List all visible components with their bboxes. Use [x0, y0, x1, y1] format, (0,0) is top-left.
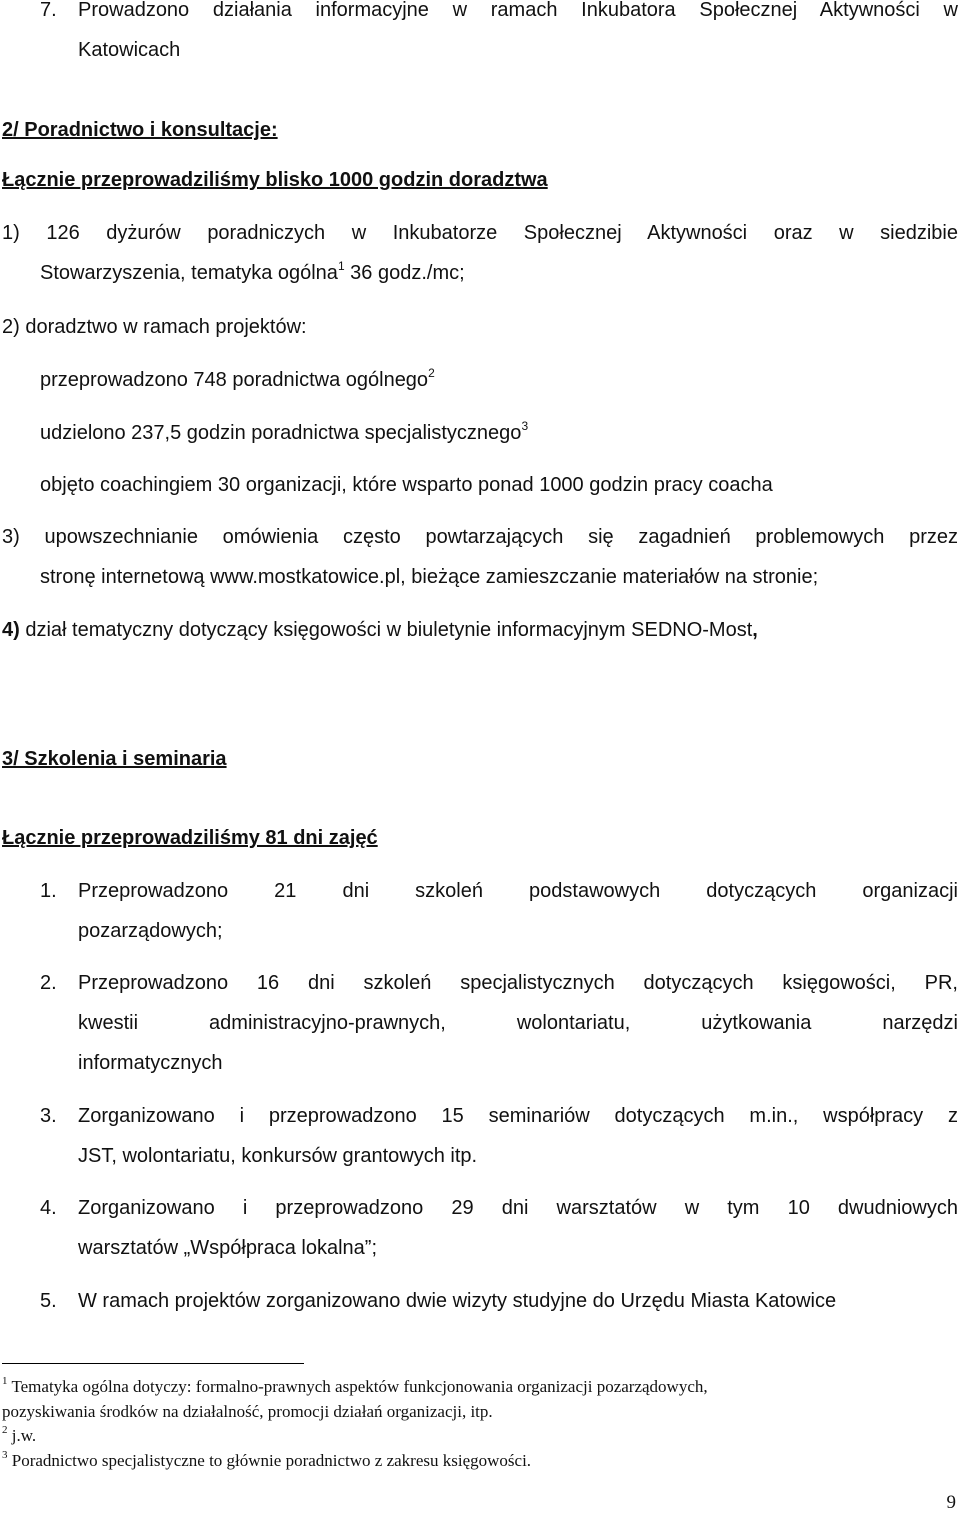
list-item-1-line2: pozarządowych;	[78, 920, 223, 942]
section-2-point-2: 2) doradztwo w ramach projektów:	[2, 316, 307, 338]
list-item-4-number: 4.	[40, 1197, 57, 1219]
section-2-point-3-line2: stronę internetową www.mostkatowice.pl, bieżące zamieszczanie materiałów na stronie;	[40, 566, 819, 588]
footnote-ref-2: 2	[428, 366, 435, 381]
footnote-1-line1: $^1$ Tematyka ogólna dotyczy: formalno-prawnych aspektów funkcjonowania organizacji pozarządowych,	[2, 1375, 708, 1396]
list-item-1-number: 1.	[40, 880, 57, 902]
footnote-3: $^3$ Poradnictwo specjalistyczne to głównie poradnictwo z zakresu księgowości.	[2, 1449, 532, 1470]
section-2-heading: 2/ Poradnictwo i konsultacje:	[2, 119, 278, 141]
footnote-1-line2: pozyskiwania środków na działalność, promocji działań organizacji, itp.	[2, 1402, 493, 1421]
section-2-point-2b: udzielono 237,5 godzin poradnictwa specjalistycznego$^3$	[40, 419, 529, 444]
section-2-total: Łącznie przeprowadziliśmy blisko 1000 godzin doradztwa	[2, 169, 548, 191]
footnote-ref-1: 1	[337, 259, 345, 274]
list-item-3-line1: Zorganizowano i przeprowadzono 15 seminariów dotyczących m.in., współpracy z	[78, 1105, 958, 1127]
section-2-point-2c: objęto coachingiem 30 organizacji, które wsparto ponad 1000 godzin pracy coacha	[40, 474, 773, 496]
footnote-ref-3: 3	[521, 419, 529, 434]
footnote-2: $^2$ j.w.	[2, 1424, 37, 1445]
list-item-5-number: 5.	[40, 1290, 57, 1312]
list-item-3-number: 3.	[40, 1105, 57, 1127]
item-7-line1: Prowadzono działania informacyjne w ramach Inkubatora Społecznej Aktywności w	[78, 0, 958, 21]
list-item-2-number: 2.	[40, 972, 57, 994]
section-2-point-1-line2: Stowarzyszenia, tematyka ogólna$^1$ 36 godz./mc;	[40, 259, 465, 284]
list-item-2-line1: Przeprowadzono 16 dni szkoleń specjalistycznych dotyczących księgowości, PR,	[78, 972, 958, 994]
section-3-total: Łącznie przeprowadziliśmy 81 dni zajęć	[2, 827, 378, 849]
section-3-heading: 3/ Szkolenia i seminaria	[2, 748, 227, 770]
item-7-number: 7.	[40, 0, 57, 21]
list-item-3-line2: JST, wolontariatu, konkursów grantowych itp.	[78, 1145, 478, 1167]
list-item-2-line2: kwestii administracyjno-prawnych, wolontariatu, użytkowania narzędzi	[78, 1012, 958, 1034]
section-2-point-2a: przeprowadzono 748 poradnictwa ogólnego$^2$	[40, 366, 435, 391]
section-2-point-1-line1: 1) 126 dyżurów poradniczych w Inkubatorze Społecznej Aktywności oraz w siedzibie	[2, 222, 958, 244]
item-7-line2: Katowicach	[78, 39, 181, 61]
list-item-5-line1: W ramach projektów zorganizowano dwie wizyty studyjne do Urzędu Miasta Katowice	[78, 1290, 837, 1312]
section-2-point-3-line1: 3) upowszechnianie omówienia często powtarzających się zagadnień problemowych przez	[2, 526, 958, 548]
list-item-1-line1: Przeprowadzono 21 dni szkoleń podstawowych dotyczących organizacji	[78, 880, 958, 902]
list-item-4-line1: Zorganizowano i przeprowadzono 29 dni warsztatów w tym 10 dwudniowych	[78, 1197, 958, 1219]
page-number: 9	[946, 1492, 956, 1513]
footnote-separator	[2, 1363, 304, 1364]
list-item-2-line3: informatycznych	[78, 1052, 223, 1074]
list-item-4-line2: warsztatów „Współpraca lokalna”;	[78, 1237, 377, 1259]
section-2-point-4: 4) dział tematyczny dotyczący księgowości w biuletynie informacyjnym SEDNO-Most,	[2, 619, 758, 641]
